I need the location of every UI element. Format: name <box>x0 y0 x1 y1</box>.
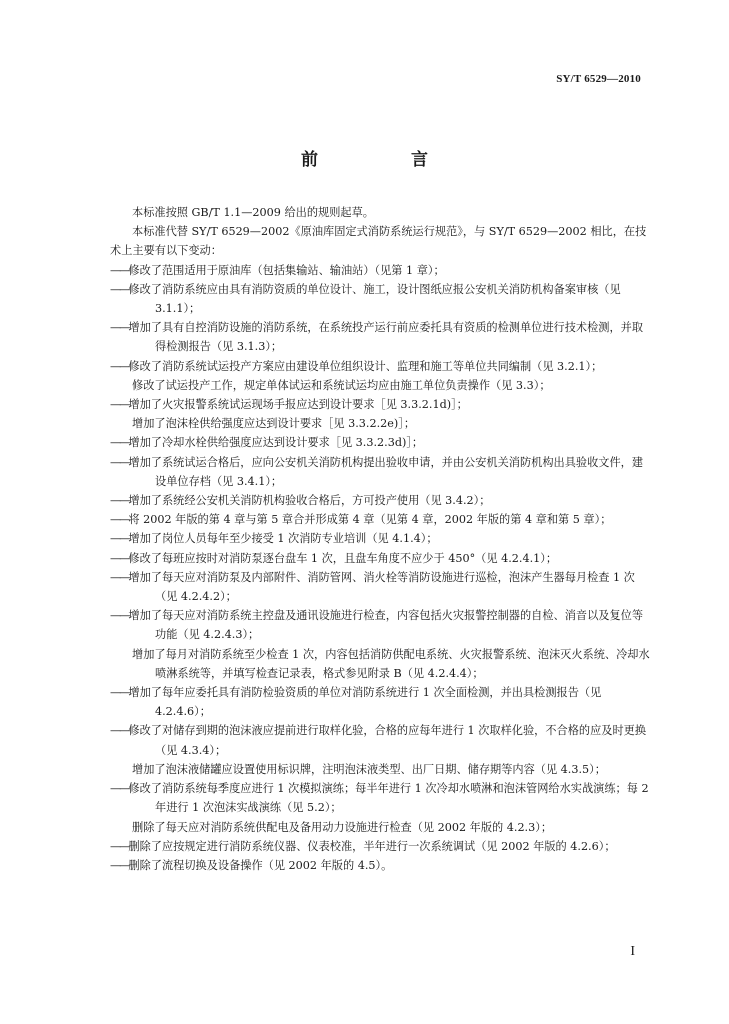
item-dash: —— <box>110 436 129 450</box>
item-dash: —— <box>110 839 129 853</box>
changes-list <box>110 261 650 876</box>
change-item <box>110 856 650 875</box>
change-item <box>110 818 650 837</box>
item-text: 增加了火灾报警系统试运现场手报应达到设计要求［见 3.3.2.1d)］； <box>128 398 468 412</box>
item-dash: —— <box>110 455 129 469</box>
item-dash: —— <box>110 321 129 335</box>
change-item <box>110 414 650 433</box>
change-item <box>110 837 650 856</box>
change-item <box>110 549 650 568</box>
change-item <box>110 491 650 510</box>
item-text: 修改了消防系统应由具有消防资质的单位设计、施工，设计图纸应报公安机关消防机构备案审核（见 3.1.1）； <box>128 282 621 316</box>
change-item <box>110 376 650 395</box>
item-text: 增加了泡沫液储罐应设置使用标识牌，注明泡沫液类型、出厂日期、储存期等内容（见 4.3.5）； <box>132 762 606 776</box>
change-item <box>110 357 650 376</box>
item-text: 增加了每月对消防系统至少检查 1 次，内容包括消防供配电系统、火灾报警系统、泡沫灭火系统、冷却水喷淋系统等，并填写检查记录表，格式参见附录 B（见 4.2.4.4）； <box>132 647 650 680</box>
change-item <box>110 529 650 548</box>
change-item <box>110 318 650 356</box>
change-item <box>110 261 650 280</box>
item-text: 增加了岗位人员每年至少接受 1 次消防专业培训（见 4.1.4）； <box>128 532 438 546</box>
item-dash: —— <box>110 686 129 700</box>
item-text: 增加了系统经公安机关消防机构验收合格后，方可投产使用（见 3.4.2）； <box>128 494 491 508</box>
item-text: 修改了消防系统试运投产方案应由建设单位组织设计、监理和施工等单位共同编制（见 3.2.1）； <box>128 359 603 373</box>
item-dash: —— <box>110 263 129 277</box>
page-title: 前 言 <box>301 150 466 170</box>
item-dash: —— <box>110 724 129 738</box>
change-item <box>110 280 650 318</box>
item-text: 增加了冷却水栓供给强度应达到设计要求［见 3.3.2.3d)］； <box>128 436 424 450</box>
intro-paragraph: 本标准代替 SY/T 6529—2002《原油库固定式消防系统运行规范》，与 SY/T 6529—2002 相比，在技术上主要有以下变动： <box>110 225 647 258</box>
page-number: I <box>630 944 635 959</box>
item-text: 删除了流程切换及设备操作（见 2002 年版的 4.5）。 <box>128 858 393 872</box>
item-dash: —— <box>110 513 129 527</box>
standard-code: SY/T 6529—2010 <box>556 73 641 85</box>
item-dash: —— <box>110 858 129 872</box>
item-text: 修改了对储存到期的泡沫液应提前进行取样化验，合格的应每年进行 1 次取样化验，不合格的应及时更换（见 4.3.4）； <box>128 724 647 757</box>
change-item <box>110 760 650 779</box>
item-dash: —— <box>110 398 129 412</box>
change-item <box>110 568 650 606</box>
item-dash: —— <box>110 609 129 623</box>
change-item <box>110 683 650 721</box>
item-dash: —— <box>110 782 129 796</box>
item-text: 删除了每天应对消防系统供配电及备用动力设施进行检查（见 2002 年版的 4.2.3）； <box>132 820 553 834</box>
change-item <box>110 395 650 414</box>
change-item <box>110 721 650 759</box>
item-dash: —— <box>110 282 129 296</box>
item-text: 删除了应按规定进行消防系统仪器、仪表校准，半年进行一次系统调试（见 2002 年版的 4.2.6）； <box>128 839 616 853</box>
intro-paragraph: 本标准按照 GB/T 1.1—2009 给出的规则起草。 <box>132 206 374 219</box>
change-item <box>110 510 650 529</box>
item-text: 增加了每年应委托具有消防检验资质的单位对消防系统进行 1 次全面检测，并出具检测报告（见 4.2.4.6）； <box>128 686 602 719</box>
item-dash: —— <box>110 532 129 546</box>
item-text: 将 2002 年版的第 4 章与第 5 章合并形成第 4 章（见第 4 章，2002 年版的第 4 章和第 5 章）； <box>128 513 612 527</box>
item-text: 修改了范围适用于原油库（包括集输站、输油站）（见第 1 章）； <box>128 263 445 277</box>
item-text: 增加了系统试运合格后，应向公安机关消防机构提出验收申请，并由公安机关消防机构出具验收文件，建设单位存档（见 3.4.1）； <box>128 455 644 488</box>
change-item <box>110 645 650 683</box>
change-item <box>110 606 650 644</box>
item-dash: —— <box>110 570 129 584</box>
change-item <box>110 779 650 817</box>
item-text: 修改了消防系统每季度应进行 1 次模拟演练；每半年进行 1 次冷却水喷淋和泡沫管网给水实战演练；每 2 年进行 1 次泡沫实战演练（见 5.2）； <box>128 782 649 815</box>
item-text: 增加了每天应对消防系统主控盘及通讯设施进行检查，内容包括火灾报警控制器的自检、消音以及复位等功能（见 4.2.4.3）； <box>128 609 644 642</box>
change-item <box>110 433 650 452</box>
item-dash: —— <box>110 494 129 508</box>
item-text: 增加了具有自控消防设施的消防系统，在系统投产运行前应委托具有资质的检测单位进行技术检测，并取得检测报告（见 3.1.3）； <box>128 321 644 354</box>
item-dash: —— <box>110 359 129 373</box>
item-text: 增加了每天应对消防泵及内部附件、消防管网、消火栓等消防设施进行巡检，泡沫产生器每月检查 1 次（见 4.2.4.2）； <box>128 570 635 604</box>
item-text: 修改了每班应按时对消防泵逐台盘车 1 次，且盘车角度不应少于 450°（见 4.2.4.1）； <box>128 551 558 565</box>
document-body <box>110 203 650 875</box>
item-dash: —— <box>110 551 129 565</box>
item-text: 修改了试运投产工作，规定单体试运和系统试运均应由施工单位负责操作（见 3.3）； <box>132 378 551 392</box>
item-text: 增加了泡沫栓供给强度应达到设计要求［见 3.3.2.2e)］； <box>132 417 416 431</box>
change-item <box>110 453 650 491</box>
